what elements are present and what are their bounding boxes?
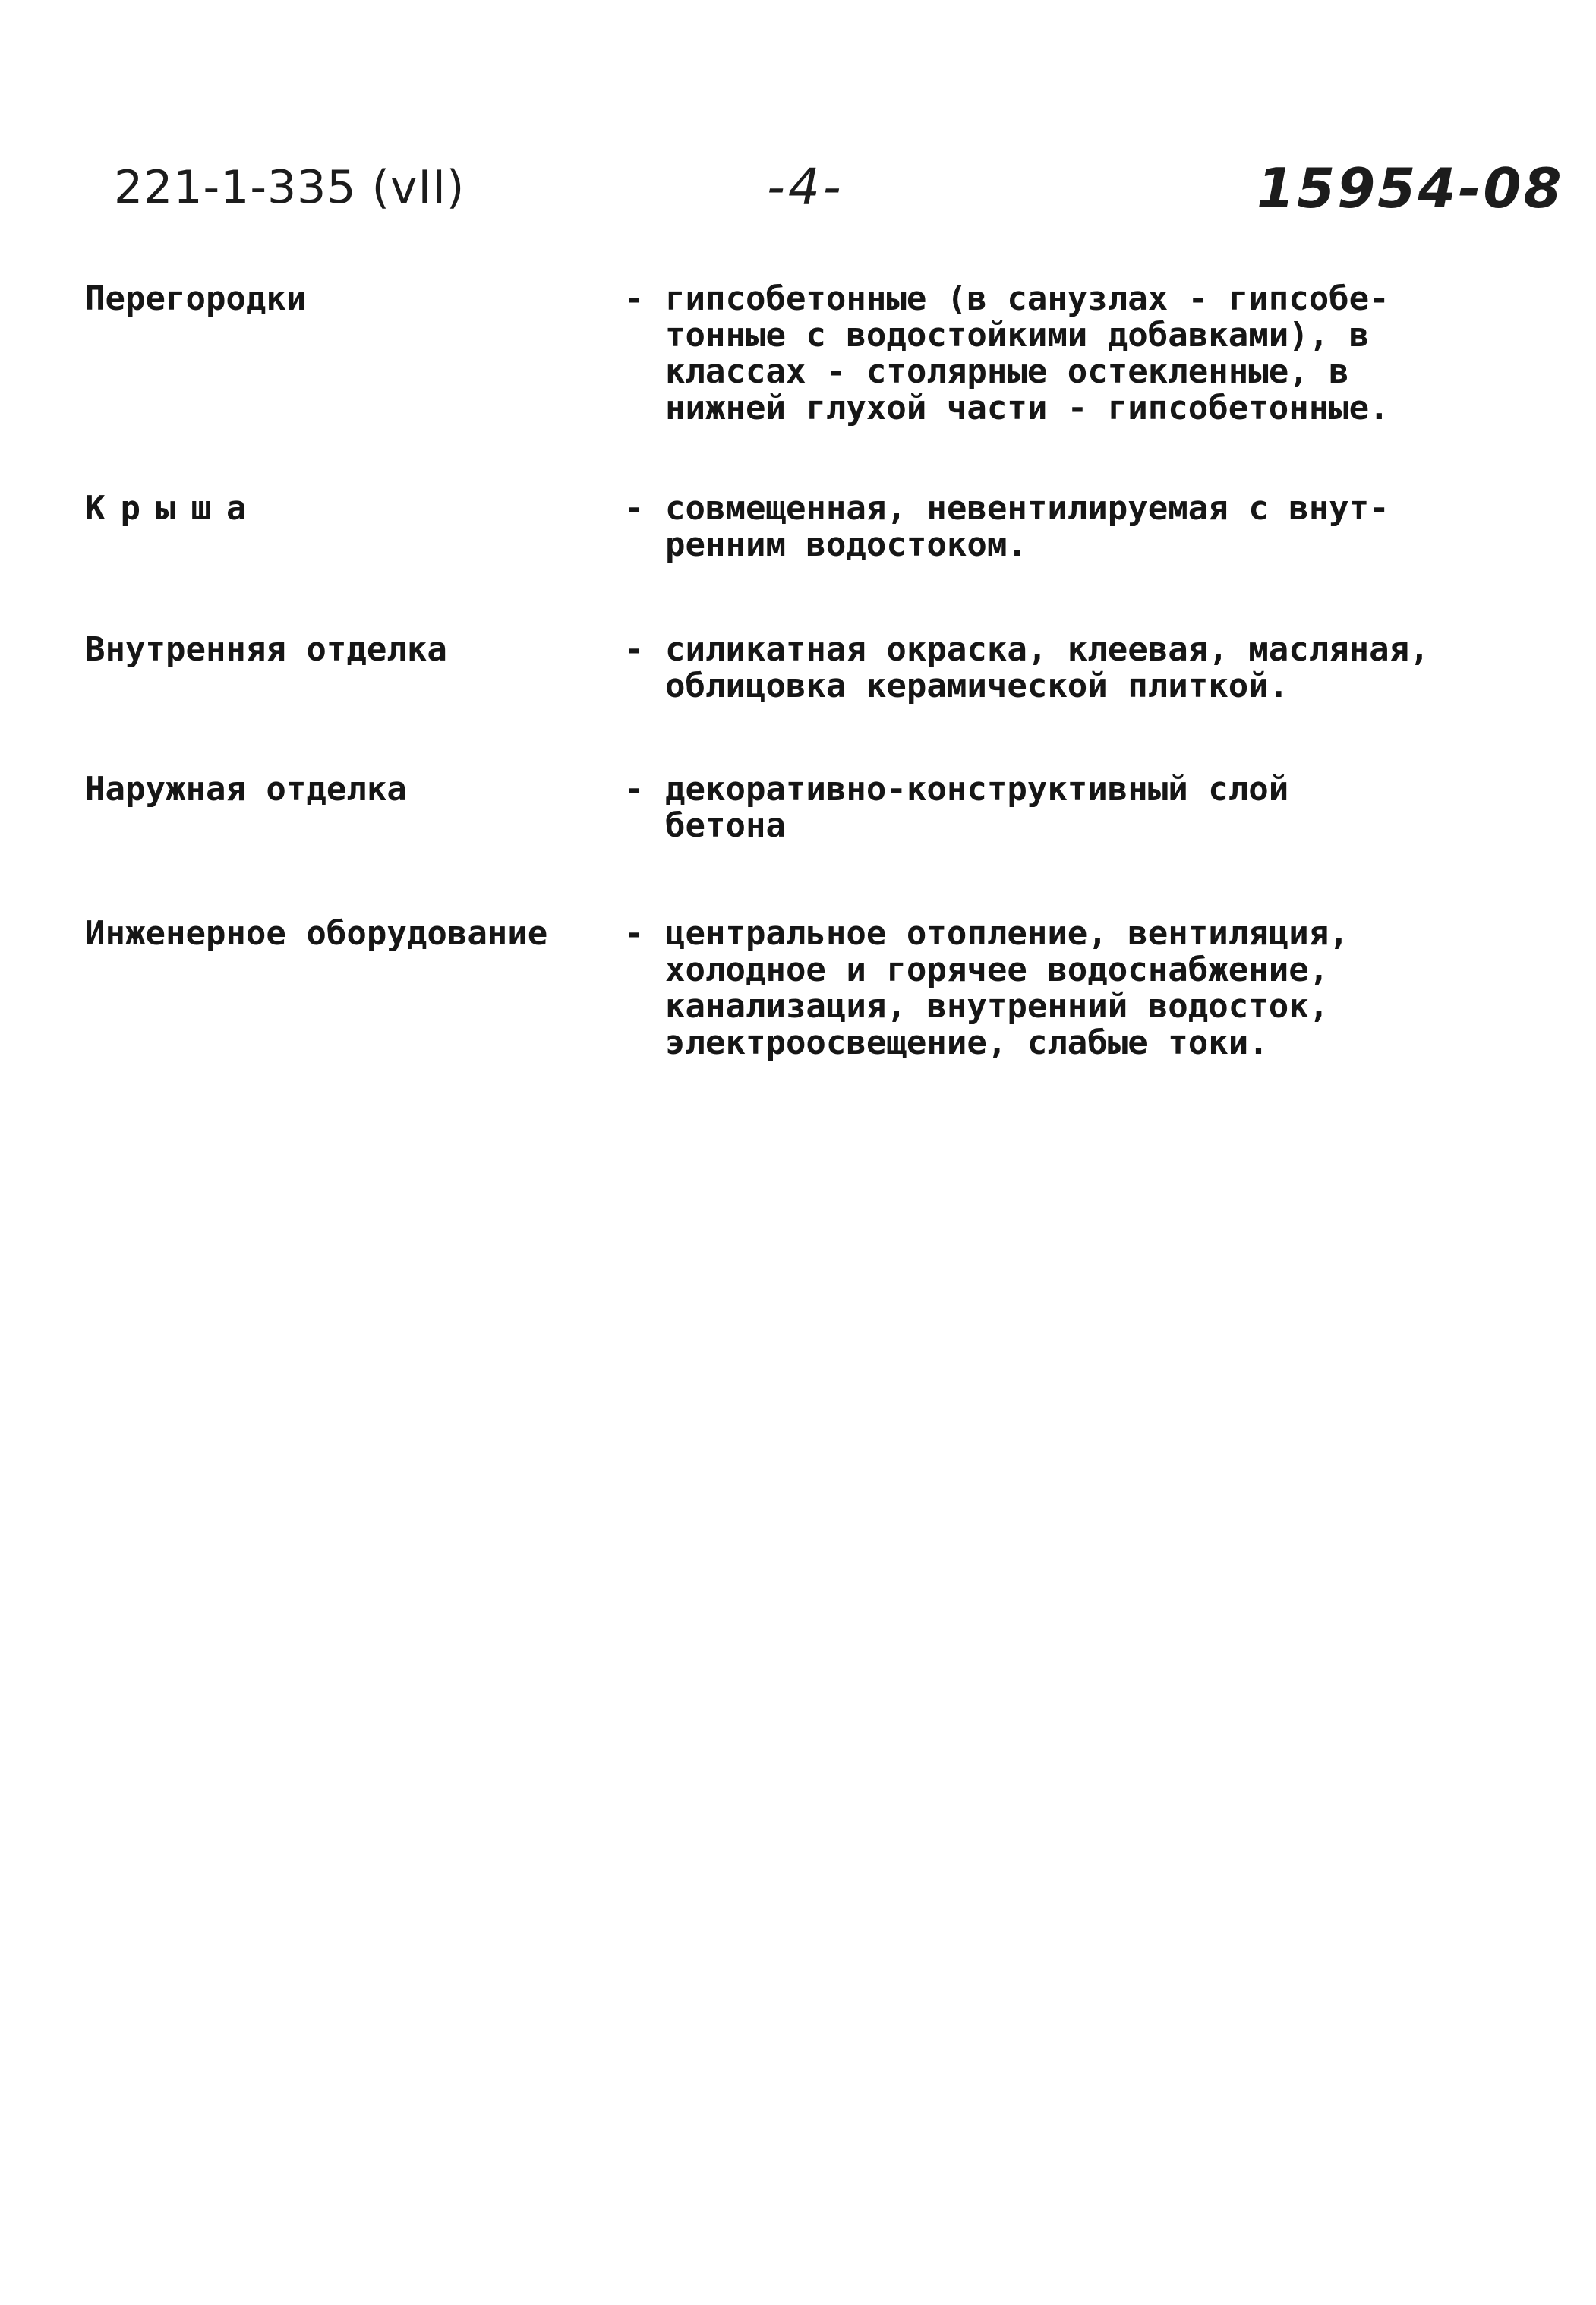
value-line: облицовка керамической плиткой. bbox=[665, 667, 1289, 705]
value-line: канализация, внутренний водосток, bbox=[665, 987, 1329, 1026]
row-value-interior-finish bbox=[665, 632, 1430, 705]
row-value-exterior-finish bbox=[665, 771, 1288, 844]
value-line: ренним водостоком. bbox=[665, 525, 1027, 564]
value-line: электроосвещение, слабые токи. bbox=[665, 1023, 1269, 1062]
row-value-engineering-equipment bbox=[665, 916, 1349, 1061]
value-line: бетона bbox=[665, 806, 786, 845]
value-line: гипсобетонные (в санузлах - гипсобе- bbox=[665, 279, 1389, 318]
row-label-exterior-finish: Наружная отделка bbox=[85, 770, 407, 809]
inventory-number: 15954-08 bbox=[1257, 156, 1564, 220]
row-dash: - bbox=[624, 489, 645, 528]
value-line: совмещенная, невентилируемая с внут- bbox=[665, 489, 1389, 528]
row-dash: - bbox=[624, 630, 645, 669]
value-line: силикатная окраска, клеевая, масляная, bbox=[665, 630, 1430, 669]
row-dash: - bbox=[624, 770, 645, 809]
value-line: центральное отопление, вентиляция, bbox=[665, 914, 1349, 953]
value-line: декоративно-конструктивный слой bbox=[665, 770, 1289, 809]
value-line: нижней глухой части - гипсобетонные. bbox=[665, 389, 1389, 427]
row-label-interior-finish: Внутренняя отделка bbox=[85, 630, 447, 669]
row-value-roof bbox=[665, 490, 1389, 563]
value-line: классах - столярные остекленные, в bbox=[665, 352, 1349, 391]
row-label-roof: Крыша bbox=[85, 489, 262, 528]
document-code: 221-1-335 (vII) bbox=[114, 161, 465, 214]
page-number: -4- bbox=[767, 158, 844, 216]
row-label-engineering-equipment: Инженерное оборудование bbox=[85, 914, 548, 953]
value-line: тонные с водостойкими добавками), в bbox=[665, 316, 1370, 355]
row-dash: - bbox=[624, 279, 645, 318]
row-dash: - bbox=[624, 914, 645, 953]
value-line: холодное и горячее водоснабжение, bbox=[665, 951, 1329, 989]
row-label-partitions: Перегородки bbox=[85, 279, 307, 318]
row-value-partitions bbox=[665, 281, 1389, 427]
